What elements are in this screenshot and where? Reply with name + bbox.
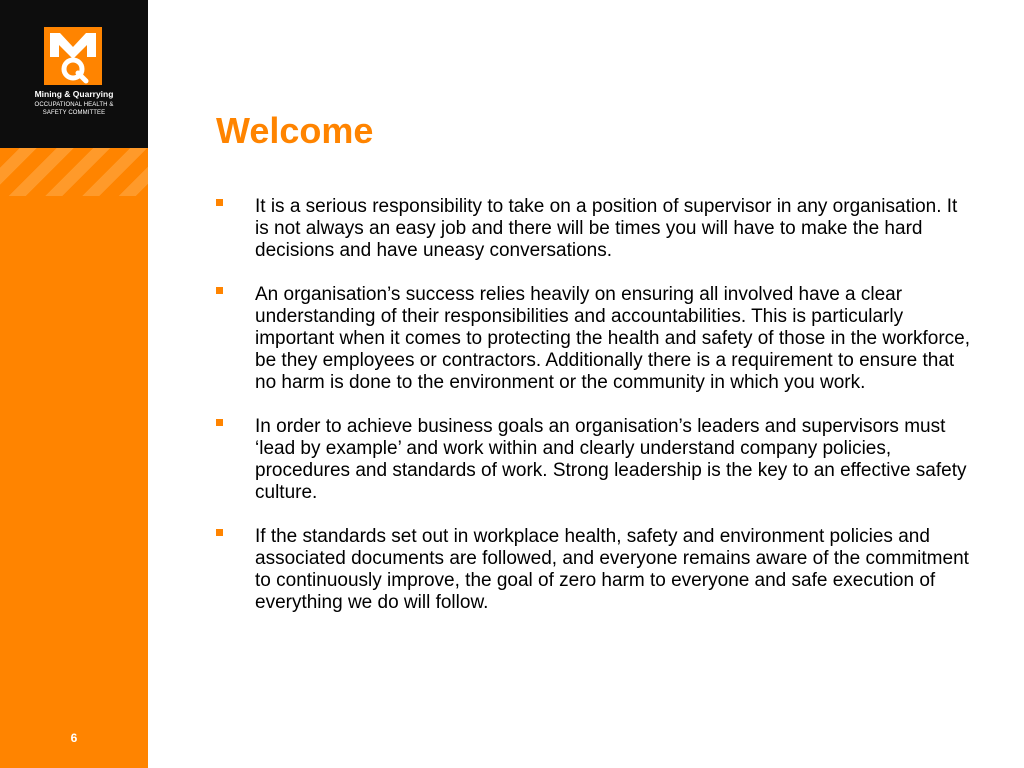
mq-logo-icon <box>44 27 102 85</box>
bullet-text: In order to achieve business goals an organisation’s leaders and supervisors must ‘lead by example’ and work within and clearly understand company policies, procedures and standards of work. Strong leadership is the key to an effective safety culture. <box>255 416 967 503</box>
bullet-item <box>216 196 976 262</box>
bullet-text: If the standards set out in workplace health, safety and environment policies and associated documents are followed, and everyone remains aware of the commitment to continuously improve, the goal of zero harm to everyone and safe execution of everything we do will follow. <box>255 526 969 613</box>
square-bullet-icon <box>216 419 223 426</box>
organization-subtitle-line: OCCUPATIONAL HEALTH & <box>34 102 114 108</box>
organization-name: Mining & Quarrying <box>34 89 114 99</box>
bullet-list <box>216 196 976 636</box>
decorative-stripes <box>0 148 148 196</box>
square-bullet-icon <box>216 199 223 206</box>
page-number: 6 <box>70 731 78 745</box>
logo-panel <box>0 0 148 148</box>
bullet-item <box>216 416 976 504</box>
square-bullet-icon <box>216 529 223 536</box>
organization-subtitle <box>0 101 148 117</box>
bullet-text: An organisation’s success relies heavily on ensuring all involved have a clear understanding of their responsibilities and accountabilities. This is particularly important when it comes to protecting the health and safety of those in the workforce, be they employees or contractors. Additionally there is a requirement to ensure that no harm is done to the environment or the community in which you work. <box>255 284 971 393</box>
bullet-text: It is a serious responsibility to take on a position of supervisor in any organisation. It is not always an easy job and there will be times you will have to make the hard decisions and have uneasy conversations. <box>255 196 958 261</box>
bullet-item <box>216 526 976 614</box>
square-bullet-icon <box>216 287 223 294</box>
slide-title: Welcome <box>216 110 374 151</box>
bullet-item <box>216 284 976 394</box>
sidebar <box>0 0 148 768</box>
organization-subtitle-line: SAFETY COMMITTEE <box>42 110 106 116</box>
